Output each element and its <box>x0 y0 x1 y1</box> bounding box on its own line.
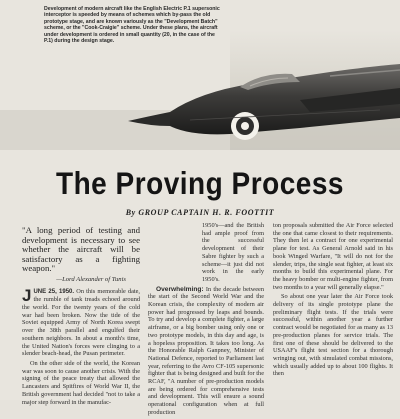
paragraph-text <box>148 286 264 417</box>
column-2 <box>148 222 264 419</box>
paragraph-text: On the other side of the world, the Korean war was soon to cause another crisis. With the signing of the peace treaty that allowed the Lancasters and Spitfires of World War II, the British government had decided "not to take a major step forward in the manufac- <box>22 360 140 406</box>
section-lead: Overwhelming: <box>156 285 204 293</box>
paragraph-text-inline: In the decade between the start of the Second World War and the Korean crisis, the complexity of modern air power had progressed by leaps and bounds. To try and develop a complete fighter, a large airframe, or a big bomber using only one or two prototype models, in this day and age, is a hopeless proposition. It takes too long. As the Honorable Ralph Ganpney, Minister of National Defence, reported to Parliament last year, referring to the Avro CF-105 supersonic fighter that is being designed and built for the RCAF, "A number of pre-production models are being ordered for comprehensive tests and development. This will ensure a sound operational configuration when at full production <box>148 285 264 416</box>
paragraph-text: 1950's—and the British had ample proof from the successful development of their Sabre fighter by such a scheme—it just did not work in the early 1950's. <box>202 222 264 283</box>
pull-quote: "A long period of testing and development is necessary to see whether the aircraft will be satisfactory as a fighting weapon." <box>22 225 140 274</box>
paragraph-text: ton proposals submitted the Air Force selected the one that came closest to their requirements. They then let a contract for one experimental plane for test. As General Arnold said in his book Winged Warfare, "It will do not for the slender, trips, the single seat fighter, at least six months to build this experimental plane. For the heavy bomber or multi-engine fighter, from two months to a year will generally elapse." <box>273 222 393 291</box>
column-1 <box>22 222 140 408</box>
drop-cap: J <box>22 285 32 305</box>
paragraph-text: So about one year later the Air Force took delivery of its single prototype plane the preliminary flight tests. If the trials were successful, within another year a further contract would be negotiated for as many as 13 pre-production planes for service trials. The first one of these should be delivered to the USAAF's flight test section for a thorough wringing out, with simulated combat missions, which usually added up to about 100 flights. It then <box>273 293 393 378</box>
article-byline: By GROUP CAPTAIN H. R. FOOTTIT <box>125 208 275 217</box>
article-title: The Proving Process <box>55 166 345 201</box>
column-3 <box>273 222 393 380</box>
paragraph-text: On this memorable date, the rumble of tank treads echoed around the world. For the twenty years of the cold war had been broken. Now the tide of the Soviet equipped Army of North Korea swept over the 38th parallel and engulfed their southern neighbors. In about a month's time, the United Nation's forces were clinging to a slender beach-head, the Pusan perimeter. <box>22 287 141 358</box>
opening-paragraph <box>22 285 141 358</box>
lead-words: UNE 25, 1950. <box>33 288 75 295</box>
intro-caption: Development of modern aircraft like the English Electric P.1 supersonic interceptor is speeded by means of schemes which by-pass the old prototype stage, and are known variously as the "Development Batch" scheme, or the "Cook-Craigie" scheme. Under these plans, the aircraft under development is ordered in small quantity (20, in the case of the P.1) during the design stage. <box>44 6 220 45</box>
quote-attribution: —Lord Alexander of Tunis <box>56 275 126 283</box>
